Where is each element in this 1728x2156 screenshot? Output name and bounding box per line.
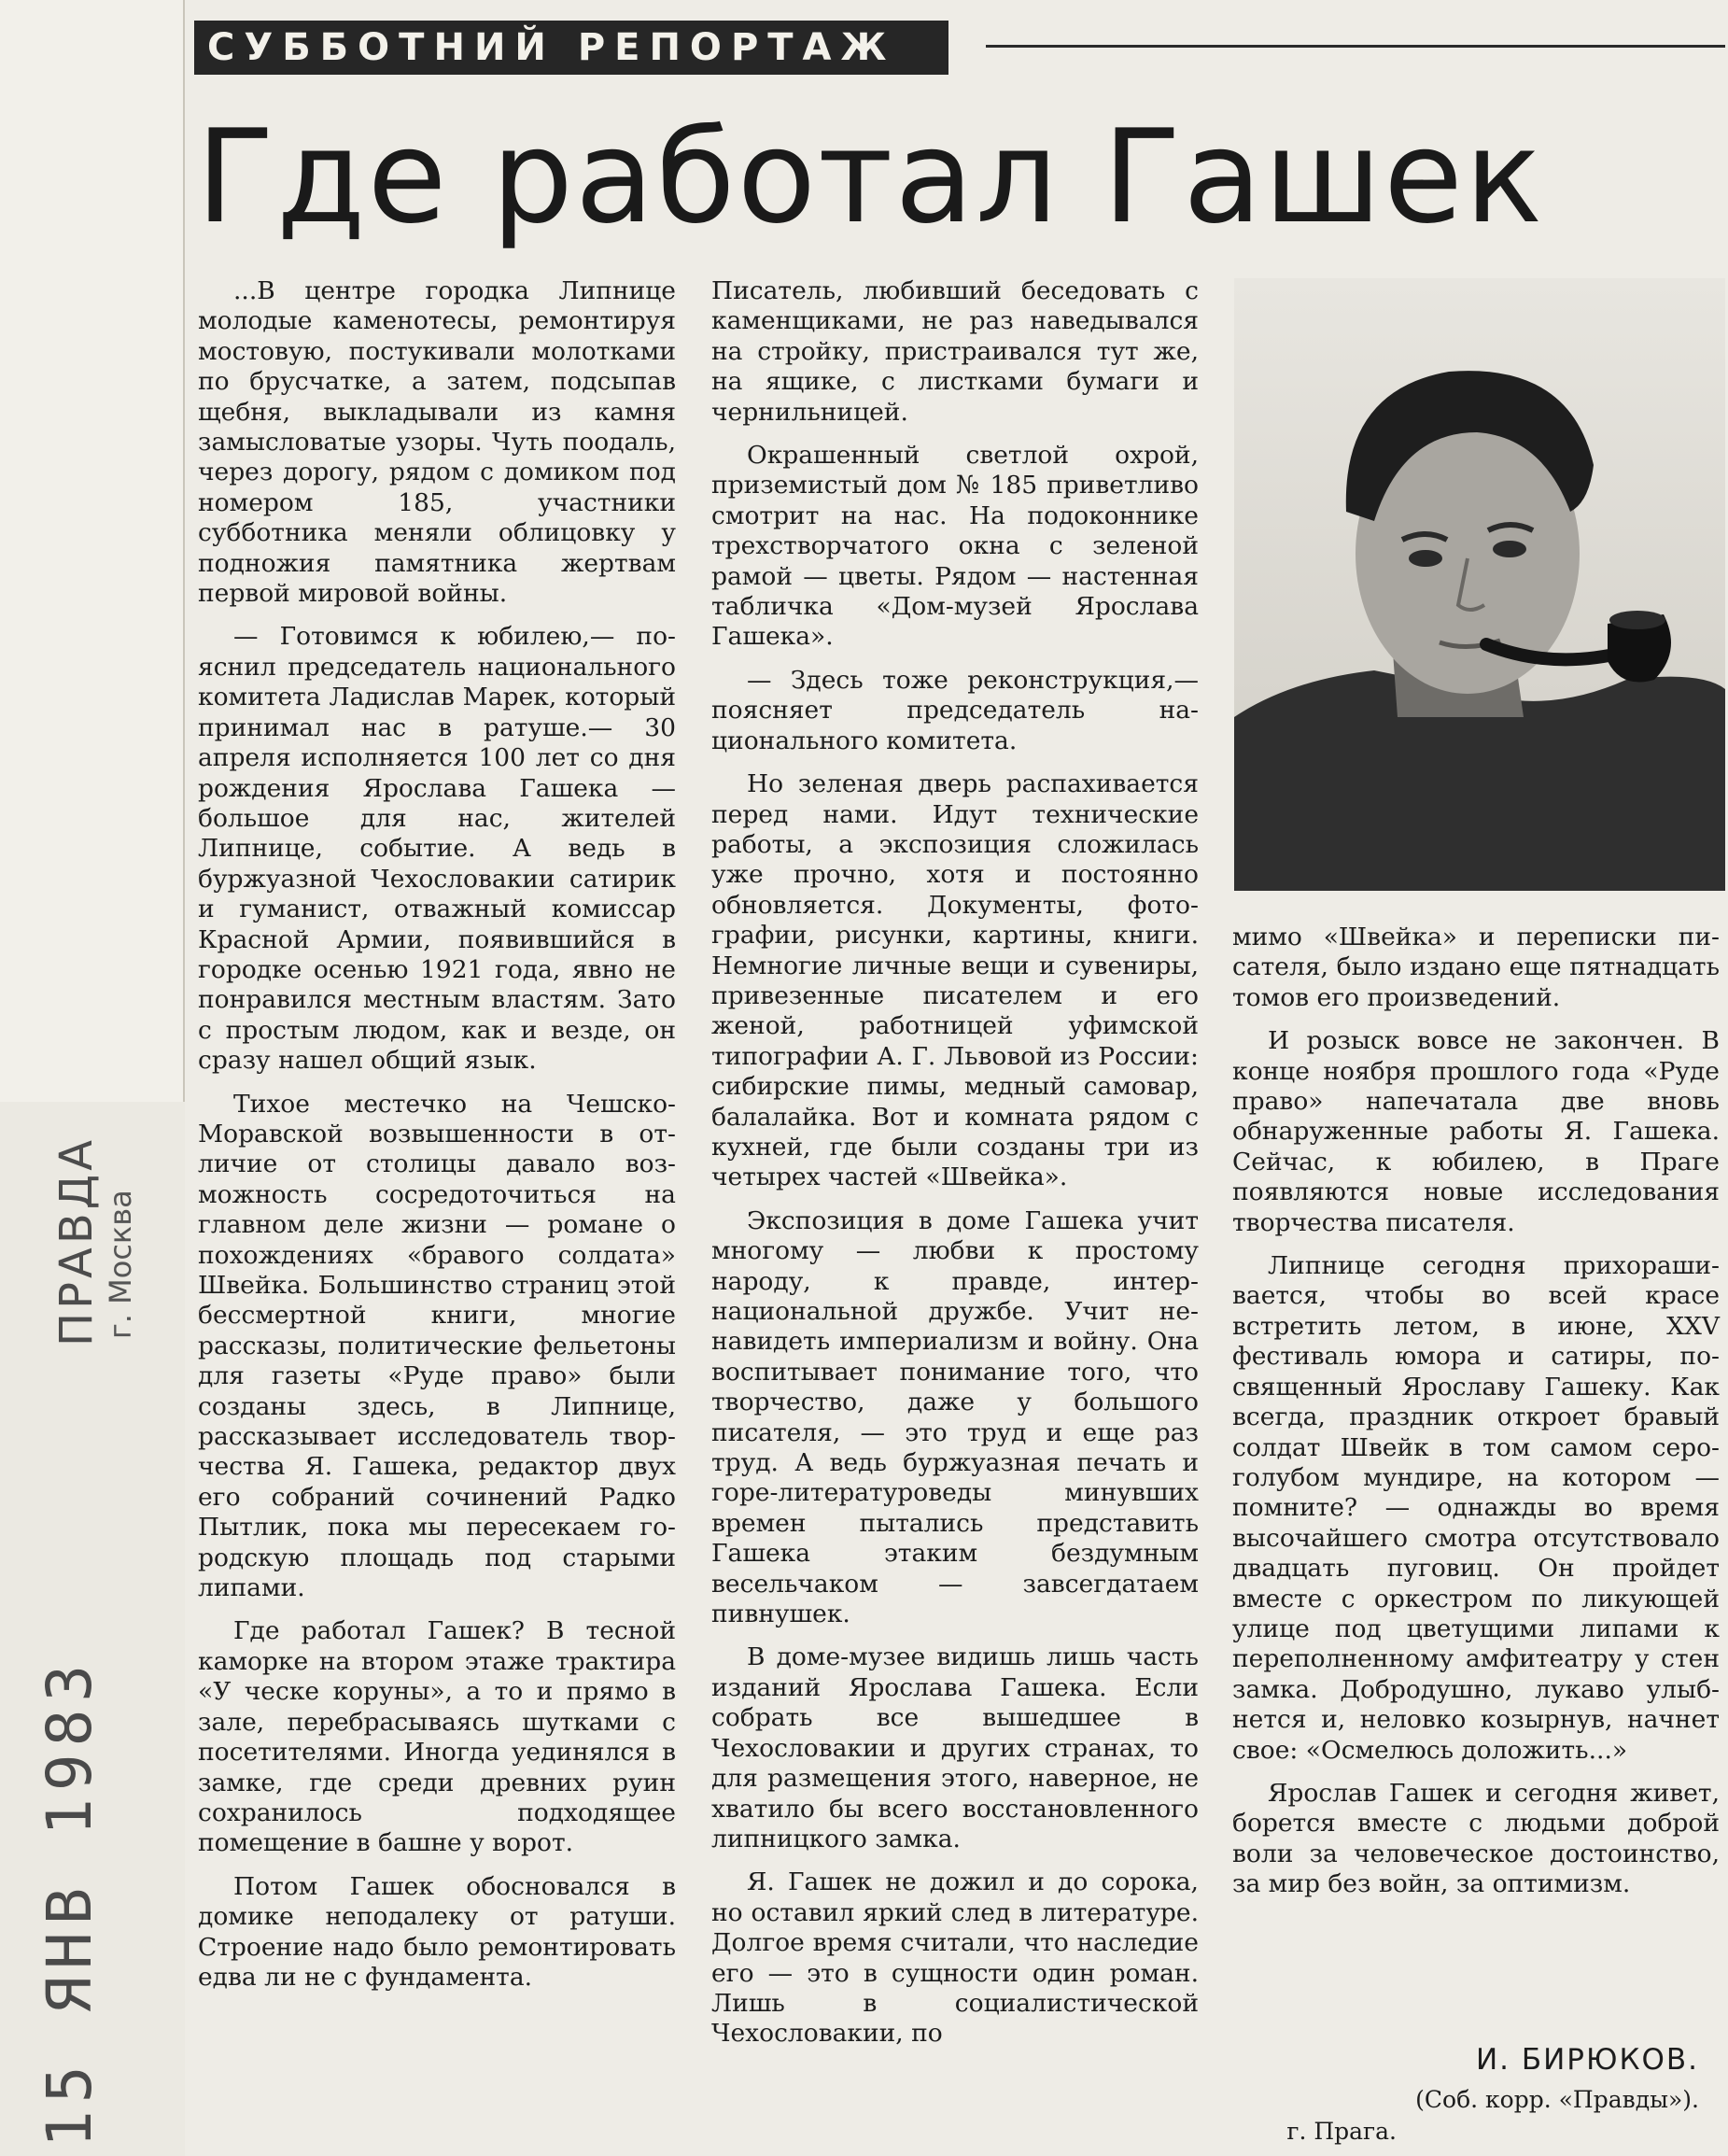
paragraph: — Здесь тоже реконструкция,— поясняет председатель национального комитета. <box>711 665 1199 755</box>
stamp-newspaper-name: ПРАВДА <box>50 1135 103 1346</box>
paragraph: ...В центре городка Липнице молодые каменотесы, ремонтируя мостовую, постукивали молоткaми по брусчатке, а затем, подсыпав щебня, выкладывали из камня замысловатые узоры. Чуть поодаль, через дорогу, рядом с домиком под номером 185, участники субботника меняли облицовку у подножия памятника жертвам первой мировой войны. <box>198 276 676 609</box>
date-stamp <box>33 1657 107 2148</box>
paragraph: В доме-музее видишь лишь часть изданий Ярослава Гашека. Если собрать все вышедшее в Чехословакии и других странах, то для размещения этого, наверное, не хватило бы всего восстановленного липницкого замка. <box>711 1642 1199 1853</box>
dateline-city: г. Прага. <box>1286 2118 1397 2145</box>
article-column-2 <box>711 276 1199 2050</box>
paragraph: Липнице сегодня прихорашивается, чтобы во всей красе встретить летом, в июне, XXV фестиваль юмора и сатиры, посвященный Ярославу Гашеку. Как всегда, праздник откроет бравый солдат Швейк в том самом серо-голубом мундире, на котором — помните? — однажды во время высочайшего смотра отсутствовало двадцать пуговиц. Он пройдет вместе с оркестром по ликующей улице под цветущими липами к переполненному амфитеатру у стен замка. Добродушно, лукаво улыбнется и, неловко козырнув, начнет свое: «Осмелюсь доложить...» <box>1232 1251 1720 1765</box>
author-role: (Соб. корр. «Правды»). <box>1415 2086 1699 2113</box>
paragraph: Тихое местечко на Чешско-Моравской возвышенности в отличие от столицы давало возможность сосредоточиться на главном деле жизни — романе о похождениях «бравого солдата» Швейка. Большинство страниц этой бессмертной книги, многие рассказы, политические фельетоны для газеты «Руде право» были созданы здесь, в Липнице, рассказывает исследователь творчества Я. Гашека, редактор двух его собраний сочинений Радко Пытлик, пока мы пересекаем городскую площадь под старыми липами. <box>198 1089 676 1603</box>
paragraph: И розыск вовсе не закончен. В конце ноября прошлого года «Руде право» напечатала две вновь обнаруженные работы Я. Гашека. Сейчас, к юбилею, в Праге появляются новые исследования творчества писателя. <box>1232 1026 1720 1237</box>
paragraph: Экспозиция в доме Гашека учит многому — любви к простому народу, к правде, интернациональной дружбе. Учит ненавидеть империализм и войну. Она воспитывает понимание того, что творчество, даже у большого писателя, — это труд и еще раз труд. А ведь буржуазная печать и горе-литературоведы минувших времен пытались представить Гашека этаким бездумным весельчаком — завсегдатаем пивнушек. <box>711 1205 1199 1629</box>
newspaper-stamp <box>51 1136 139 1346</box>
author-signature: И. БИРЮКОВ. <box>1475 2043 1699 2077</box>
paragraph: Потом Гашек обосновался в домике неподалеку от ратуши. Строение надо было ремонтировать едва ли не с фундамента. <box>198 1871 676 1992</box>
paragraph: Писатель, любивший беседовать с каменщиками, не раз наведывался на стройку, пристраивался тут же, на ящике, с листками бумаги и чернильницей. <box>711 276 1199 427</box>
rubric-rule <box>986 45 1725 48</box>
paragraph: — Готовимся к юбилею,— пояснил председатель национального комитета Ладислав Марек, который принимал нас в ратуше.— 30 апреля исполняется 100 лет со дня рождения Ярослава Гашека — большое для нас, жителей Липнице, событие. А ведь в буржуазной Чехословакии сатирик и гуманист, отважный комиссар Красной Армии, появившийся в городке осенью 1921 года, явно не понравился местным властям. Зато с простым людом, как и везде, он сразу нашел общий язык. <box>198 622 676 1076</box>
paragraph: Ярослав Гашек и сегодня живет, борется вместе с людьми доброй воли за человеческое достоинство, за мир без войн, за оптимизм. <box>1232 1778 1720 1899</box>
paragraph: Я. Гашек не дожил и до сорока, но оставил яркий след в литературе. Долгое время считали, что наследие его — это в сущности один роман. Лишь в социалистической Чехословакии, по <box>711 1867 1199 2049</box>
stamp-newspaper-city: г. Москва <box>103 1190 138 1339</box>
article-column-1 <box>198 276 676 1993</box>
paragraph: Окрашенный светлой охрой, приземистый дом № 185 приветливо смотрит на нас. На подоконнике трехстворчатого окна с зеленой рамой — цветы. Рядом — настенная табличка «Дом-музей Ярослава Гашека». <box>711 441 1199 652</box>
stamp-date: 15 ЯНВ 1983 <box>34 1656 105 2148</box>
article-column-3 <box>1232 923 1720 1900</box>
paragraph: мимо «Швейка» и переписки писателя, было издано еще пятнадцать томов его произведений. <box>1232 923 1720 1012</box>
paragraph: Но зеленая дверь распахивается перед нами. Идут технические работы, а экспозиция сложилась уже прочно, хотя и постоянно обновляется. Документы, фотографии, рисунки, картины, книги. Немногие личные вещи и сувениры, привезенные писателем и его женой, работницей уфимской типографии А. Г. Львовой из России: сибирские пимы, медный самовар, балалайка. Вот и комната рядом с кухней, где были созданы три из четырех частей «Швейка». <box>711 769 1199 1192</box>
paragraph: Где работал Гашек? В тесной каморке на втором этаже трактира «У ческе коруны», а то и прямо в зале, перебрасываясь шутками с посетителями. Иногда уединялся в замке, где среди древних руин сохранилось подходящее помещение в башне у ворот. <box>198 1616 676 1858</box>
article-headline: Где работал Гашек <box>196 102 1545 252</box>
author-portrait-photo <box>1234 278 1725 891</box>
section-rubric: СУББОТНИЙ РЕПОРТАЖ <box>194 21 948 75</box>
